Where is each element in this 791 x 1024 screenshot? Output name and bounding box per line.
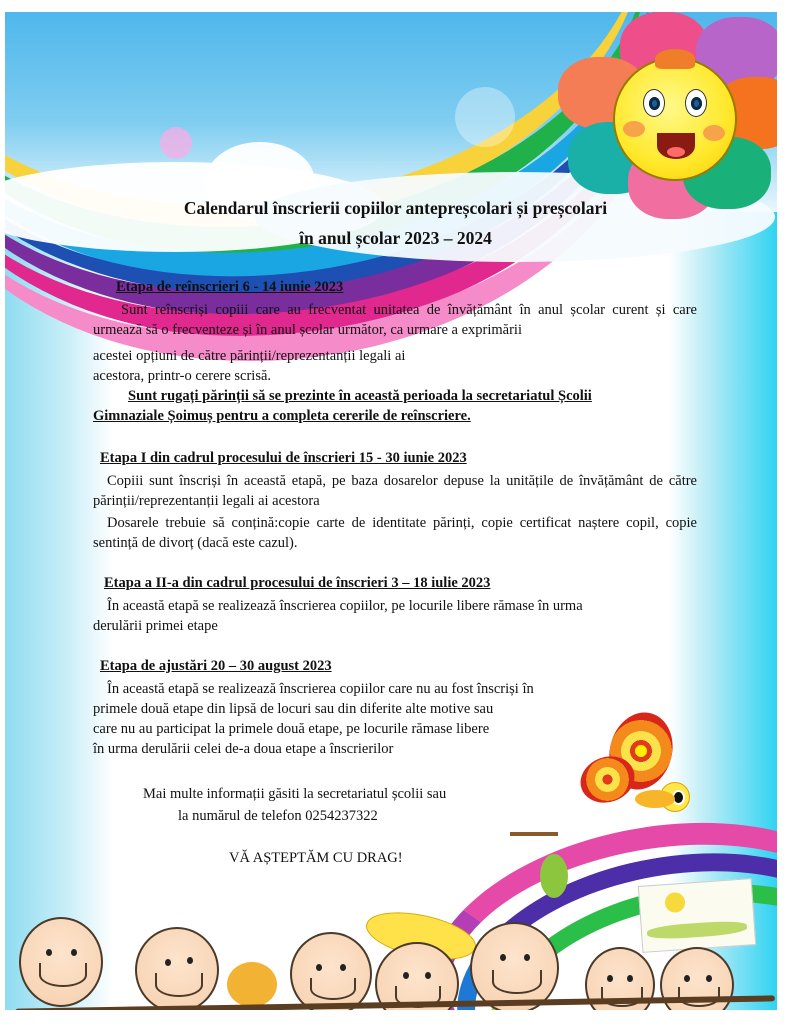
section-paragraph: Dosarele trebuie să conțină:copie carte de identitate părinți, copie certificat naștere copil, copie sentință de divorț (dacă este cazul). [93,515,697,551]
contact-info-line1: Mai multe informații găsiti la secretariatul școlii sau [143,786,447,802]
section-heading-etapa-2: Etapa a II-a din cadrul procesului de înscrieri 3 – 18 iulie 2023 [104,575,491,591]
page-title-line1: Calendarul înscrierii copiilor antepreșcolari și preșcolari [183,198,608,218]
section-paragraph: În această etapă se realizează înscrierea copiilor, pe locurile libere rămase în urma [107,598,583,614]
reinscriere-notice-line1: Sunt rugați părinții să se prezinte în această perioada la secretariatul Școlii [128,388,592,404]
closing-message: VĂ AȘTEPTĂM CU DRAG! [229,850,403,866]
page-title-line2: în anul școlar 2023 – 2024 [299,228,492,248]
section-paragraph: în urma derulării celei de-a doua etape a înscrierilor [93,741,394,757]
section-heading-etapa-1: Etapa I din cadrul procesului de înscrieri 15 - 30 iunie 2023 [100,450,467,466]
section-paragraph: Copiii sunt înscriși în această etapă, pe baza dosarelor depuse la unitățile de învățământ de către părinții/reprezentanții legali ai acestora [93,473,697,509]
section-paragraph: primele două etape din lipsă de locuri sau din diferite alte motive sau [93,701,494,717]
section-paragraph: derulării primei etape [93,618,218,634]
section-paragraph: care nu au participat la primele două etape, pe locurile rămase libere [93,721,490,737]
section-paragraph: În această etapă se realizează înscrierea copiilor care nu au fost înscriși în [107,681,534,697]
section-heading-ajustari: Etapa de ajustări 20 – 30 august 2023 [100,658,332,674]
contact-info-phone: la numărul de telefon 0254237322 [178,808,378,824]
reinscriere-notice-line2: Gimnaziale Șoimuș pentru a completa cererile de reînscriere. [93,408,471,424]
section-heading-reinscrieri: Etapa de reînscrieri 6 - 14 iunie 2023 [116,279,344,295]
section-paragraph: acestora, printr-o cerere scrisă. [93,368,272,384]
section-paragraph: Sunt reînscriși copiii care au frecventat unitatea de învățământ în anul școlar curent și care urmează să o frecventeze și în anul școlar următor, ca urmare a exprimării [93,302,697,338]
section-paragraph: acestei opțiuni de către părinții/reprezentanții legali ai [93,348,406,364]
